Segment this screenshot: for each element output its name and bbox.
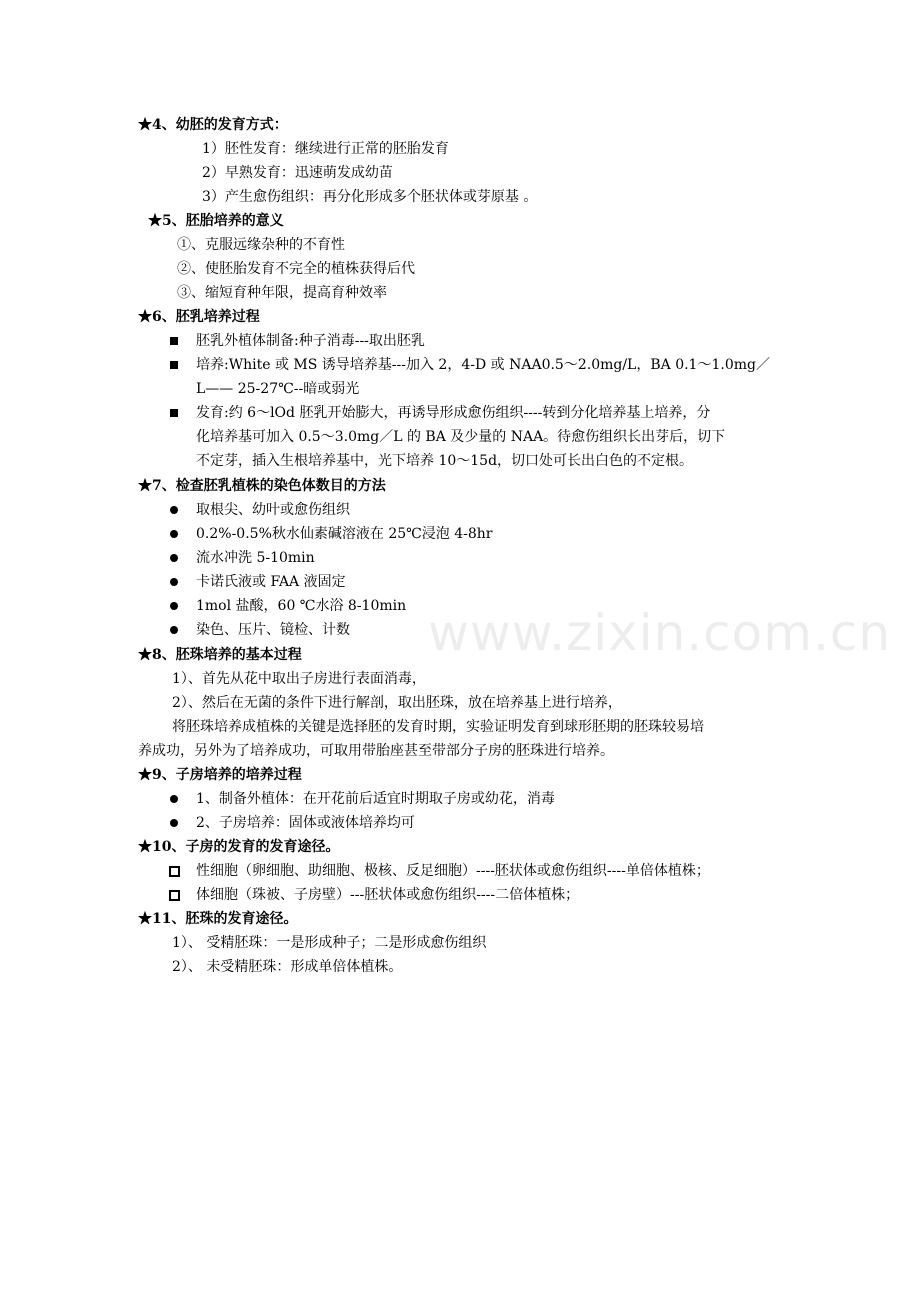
list-item-text: 0.2%-0.5%秋水仙素碱溶液在 25℃浸泡 4-8hr — [196, 526, 493, 542]
list-item — [164, 789, 664, 809]
section-5-item: ①、克服远缘杂种的不育性 — [177, 237, 345, 253]
dot-bullet-icon — [164, 548, 184, 568]
list-item — [164, 524, 664, 544]
list-item — [164, 500, 664, 520]
section-10-title: ★10、子房的发育的发育途径。 — [138, 839, 340, 855]
section-4-item: 3）产生愈伤组织：再分化形成多个胚状体或芽原基 。 — [202, 189, 538, 205]
hollow-square-bullet-icon — [164, 885, 184, 907]
list-item — [164, 620, 664, 640]
section-11-title: ★11、胚珠的发育途径。 — [138, 911, 298, 927]
section-7-title: ★7、检查胚乳植株的染色体数目的方法 — [138, 478, 386, 494]
list-item — [164, 331, 804, 351]
list-item — [164, 885, 804, 905]
list-item-text: 取根尖、幼叶或愈伤组织 — [196, 502, 350, 518]
square-bullet-icon — [164, 331, 184, 351]
list-item-text: 性细胞（卵细胞、助细胞、极核、反足细胞）----胚状体或愈伤组织----单倍体植株； — [196, 863, 710, 879]
section-11-item: 1）、 受精胚珠：一是形成种子；二是形成愈伤组织 — [172, 935, 487, 951]
dot-bullet-icon — [164, 572, 184, 592]
section-4-item: 2）早熟发育：迅速萌发成幼苗 — [202, 165, 393, 181]
list-item-text: 体细胞（珠被、子房壁）---胚状体或愈伤组织----二倍体植株； — [196, 887, 580, 903]
list-item-text: 1、制备外植体：在开花前后适宜时期取子房或幼花，消毒 — [196, 791, 555, 807]
section-8-text: 2）、然后在无菌的条件下进行解剖，取出胚珠，放在培养基上进行培养， — [172, 695, 622, 711]
square-bullet-icon — [164, 355, 184, 375]
list-item — [164, 861, 804, 881]
section-4-item: 1）胚性发育：继续进行正常的胚胎发育 — [202, 141, 449, 157]
section-5-item: ③、缩短育种年限，提高育种效率 — [177, 285, 387, 301]
dot-bullet-icon — [164, 789, 184, 809]
square-bullet-icon — [164, 403, 184, 423]
dot-bullet-icon — [164, 524, 184, 544]
list-item-text: 流水冲洗 5-10min — [196, 550, 315, 566]
section-4-title: ★4、幼胚的发育方式： — [138, 117, 288, 133]
list-item — [164, 355, 804, 375]
list-item — [164, 572, 664, 592]
list-item — [164, 596, 664, 616]
section-9-title: ★9、子房培养的培养过程 — [138, 767, 302, 783]
list-item — [164, 548, 664, 568]
list-item-text: 卡诺氏液或 FAA 液固定 — [196, 574, 346, 590]
dot-bullet-icon — [164, 500, 184, 520]
list-item-text: 胚乳外植体制备:种子消毒---取出胚乳 — [196, 333, 425, 349]
section-5-title: ★5、胚胎培养的意义 — [148, 213, 284, 229]
hollow-square-bullet-icon — [164, 861, 184, 883]
list-item-text: 染色、压片、镜检、计数 — [196, 622, 350, 638]
list-item-continuation: L—— 25-27℃--暗或弱光 — [196, 381, 360, 397]
section-8-text: 将胚珠培养成植株的关键是选择胚的发育时期，实验证明发育到球形胚期的胚珠较易培 — [172, 719, 704, 735]
dot-bullet-icon — [164, 620, 184, 640]
section-8-text: 1）、首先从花中取出子房进行表面消毒， — [172, 671, 426, 687]
section-11-item: 2）、 未受精胚珠：形成单倍体植株。 — [172, 959, 403, 975]
section-8-text: 养成功，另外为了培养成功，可取用带胎座甚至带部分子房的胚珠进行培养。 — [138, 743, 614, 759]
list-item-continuation: 不定芽，插入生根培养基中，光下培养 10～15d，切口处可长出白色的不定根。 — [196, 453, 694, 469]
watermark: www.zixin.com.cn — [428, 604, 892, 662]
list-item-text: 2、子房培养：固体或液体培养均可 — [196, 815, 415, 831]
list-item-text: 1mol 盐酸，60 ℃水浴 8-10min — [196, 598, 407, 614]
section-5-item: ②、使胚胎发育不完全的植株获得后代 — [177, 261, 415, 277]
section-8-title: ★8、胚珠培养的基本过程 — [138, 647, 302, 663]
dot-bullet-icon — [164, 813, 184, 833]
section-6-title: ★6、胚乳培养过程 — [138, 309, 260, 325]
list-item-continuation: 化培养基可加入 0.5～3.0mg／L 的 BA 及少量的 NAA。待愈伤组织长出芽后，切下 — [196, 429, 726, 445]
dot-bullet-icon — [164, 596, 184, 616]
list-item-text: 发育:约 6～lOd 胚乳开始膨大，再诱导形成愈伤组织----转到分化培养基上培养，分 — [196, 405, 711, 421]
list-item — [164, 403, 804, 423]
list-item-text: 培养:White 或 MS 诱导培养基---加入 2，4-D 或 NAA0.5～2.0mg/L，BA 0.1～1.0mg／ — [196, 357, 770, 373]
list-item — [164, 813, 664, 833]
